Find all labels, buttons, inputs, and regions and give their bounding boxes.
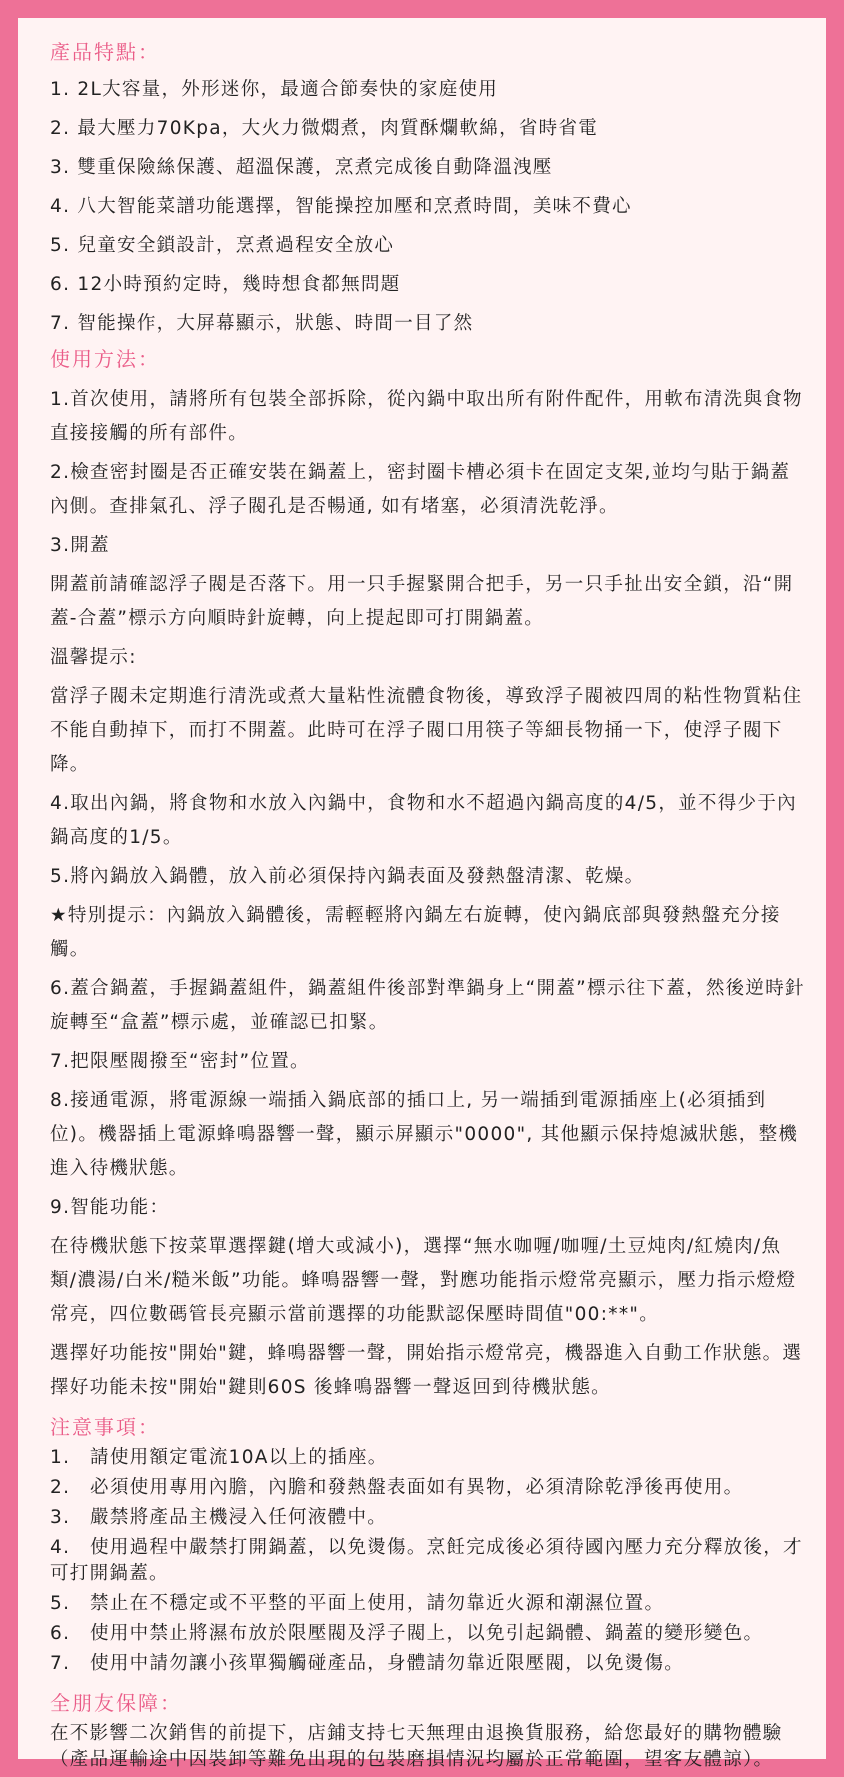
feature-item: 1. 2L大容量，外形迷你，最適合節奏快的家庭使用: [50, 79, 499, 100]
notes-heading: 注意事項：: [50, 1415, 160, 1439]
note-item: 5. 禁止在不穩定或不平整的平面上使用，請勿靠近火源和潮濕位置。: [50, 1593, 665, 1614]
usage-step: 5.將內鍋放入鍋體，放入前必須保持內鍋表面及發熱盤清潔、乾燥。: [50, 866, 645, 887]
feature-item: 7. 智能操作，大屏幕顯示，狀態、時間一目了然: [50, 313, 474, 334]
note-item: 7. 使用中請勿讓小孩單獨觸碰產品，身體請勿靠近限壓閥，以免燙傷。: [50, 1653, 685, 1674]
feature-item: 4. 八大智能菜譜功能選擇，智能操控加壓和烹煮時間，美味不費心: [50, 196, 632, 217]
note-item: 6. 使用中禁止將濕布放於限壓閥及浮子閥上，以免引起鍋體、鍋蓋的變形變色。: [50, 1623, 764, 1644]
usage-step: 選擇好功能按"開始"鍵，蜂鳴器響一聲，開始指示燈常亮，機器進入自動工作狀態。選擇好功能未按"開始"鍵則60S 後蜂鳴器響一聲返回到待機狀態。: [50, 1343, 803, 1398]
usage-step: 1.首次使用，請將所有包裝全部拆除，從內鍋中取出所有附件配件，用軟布清洗與食物直接接觸的所有部件。: [50, 389, 803, 444]
usage-tip-label: 溫馨提示:: [50, 647, 137, 668]
guarantee-heading: 全朋友保障：: [50, 1691, 182, 1715]
usage-section: [50, 345, 806, 1405]
usage-step: 開蓋前請確認浮子閥是否落下。用一只手握緊開合把手，另一只手扯出安全鎖，沿“開蓋-合蓋”標示方向順時針旋轉，向上提起即可打開鍋蓋。: [50, 574, 794, 629]
usage-step: 在待機狀態下按菜單選擇鍵(增大或減小)，選擇“無水咖喱/咖喱/土豆炖肉/紅燒肉/魚類/濃湯/白米/糙米飯”功能。蜂鳴器響一聲，對應功能指示燈常亮顯示，壓力指示燈燈常亮，四位數碼管長亮顯示當前選擇的功能默認保壓時間值"00:**"。: [50, 1236, 797, 1325]
feature-item: 5. 兒童安全鎖設計，烹煮過程安全放心: [50, 235, 395, 256]
feature-item: 6. 12小時預約定時，幾時想食都無問題: [50, 274, 401, 295]
usage-step: 3.開蓋: [50, 535, 110, 556]
feature-item: 2. 最大壓力70Kpa，大火力微燜煮，肉質酥爛軟綿，省時省電: [50, 118, 599, 139]
note-item: 2. 必須使用專用內膽，內膽和發熱盤表面如有異物，必須清除乾淨後再使用。: [50, 1477, 744, 1498]
usage-tip: 當浮子閥未定期進行清洗或煮大量粘性流體食物後，導致浮子閥被四周的粘性物質粘住不能自動掉下，而打不開蓋。此時可在浮子閥口用筷子等細長物捅一下，使浮子閥下降。: [50, 686, 803, 775]
features-section: [50, 38, 806, 343]
usage-step: 4.取出內鍋，將食物和水放入內鍋中，食物和水不超過內鍋高度的4/5，並不得少于內鍋高度的1/5。: [50, 793, 797, 848]
usage-step: 7.把限壓閥撥至“密封”位置。: [50, 1051, 310, 1072]
note-item: 4. 使用過程中嚴禁打開鍋蓋，以免燙傷。烹飪完成後必須待國內壓力充分釋放後，才可打開鍋蓋。: [50, 1537, 803, 1584]
note-item: 3. 嚴禁將產品主機浸入任何液體中。: [50, 1507, 388, 1528]
usage-step: 9.智能功能：: [50, 1197, 170, 1218]
content-card: [18, 18, 826, 1770]
guarantee-text: 在不影響二次銷售的前提下，店鋪支持七天無理由退換貨服務，給您最好的購物體驗（產品運輸途中因裝卸等難免出現的包裝磨損情況均屬於正常範圍，望客友體諒）。: [50, 1723, 783, 1770]
feature-item: 3. 雙重保險絲保護、超溫保護，烹煮完成後自動降溫洩壓: [50, 157, 553, 178]
usage-step: 8.接通電源，將電源線一端插入鍋底部的插口上, 另一端插到電源插座上(必須插到位)。機器插上電源蜂鳴器響一聲，顯示屏顯示"0000", 其他顯示保持熄滅狀態，整機進入待機狀態。: [50, 1090, 799, 1179]
notes-section: [50, 1413, 806, 1677]
usage-step: 2.檢查密封圈是否正確安裝在鍋蓋上，密封圈卡槽必須卡在固定支架,並均勻貼于鍋蓋內側。查排氣孔、浮子閥孔是否暢通, 如有堵塞，必須清洗乾淨。: [50, 462, 791, 517]
features-heading: 產品特點：: [50, 40, 160, 64]
note-item: 1. 請使用額定電流10A以上的插座。: [50, 1447, 388, 1468]
usage-special-tip: ★特別提示：內鍋放入鍋體後，需輕輕將內鍋左右旋轉，使內鍋底部與發熱盤充分接觸。: [50, 905, 781, 960]
guarantee-section: [50, 1689, 806, 1773]
usage-heading: 使用方法：: [50, 347, 160, 371]
usage-step: 6.蓋合鍋蓋，手握鍋蓋組件，鍋蓋組件後部對準鍋身上“開蓋”標示往下蓋，然後逆時針旋轉至“盒蓋”標示處，並確認已扣緊。: [50, 978, 805, 1033]
